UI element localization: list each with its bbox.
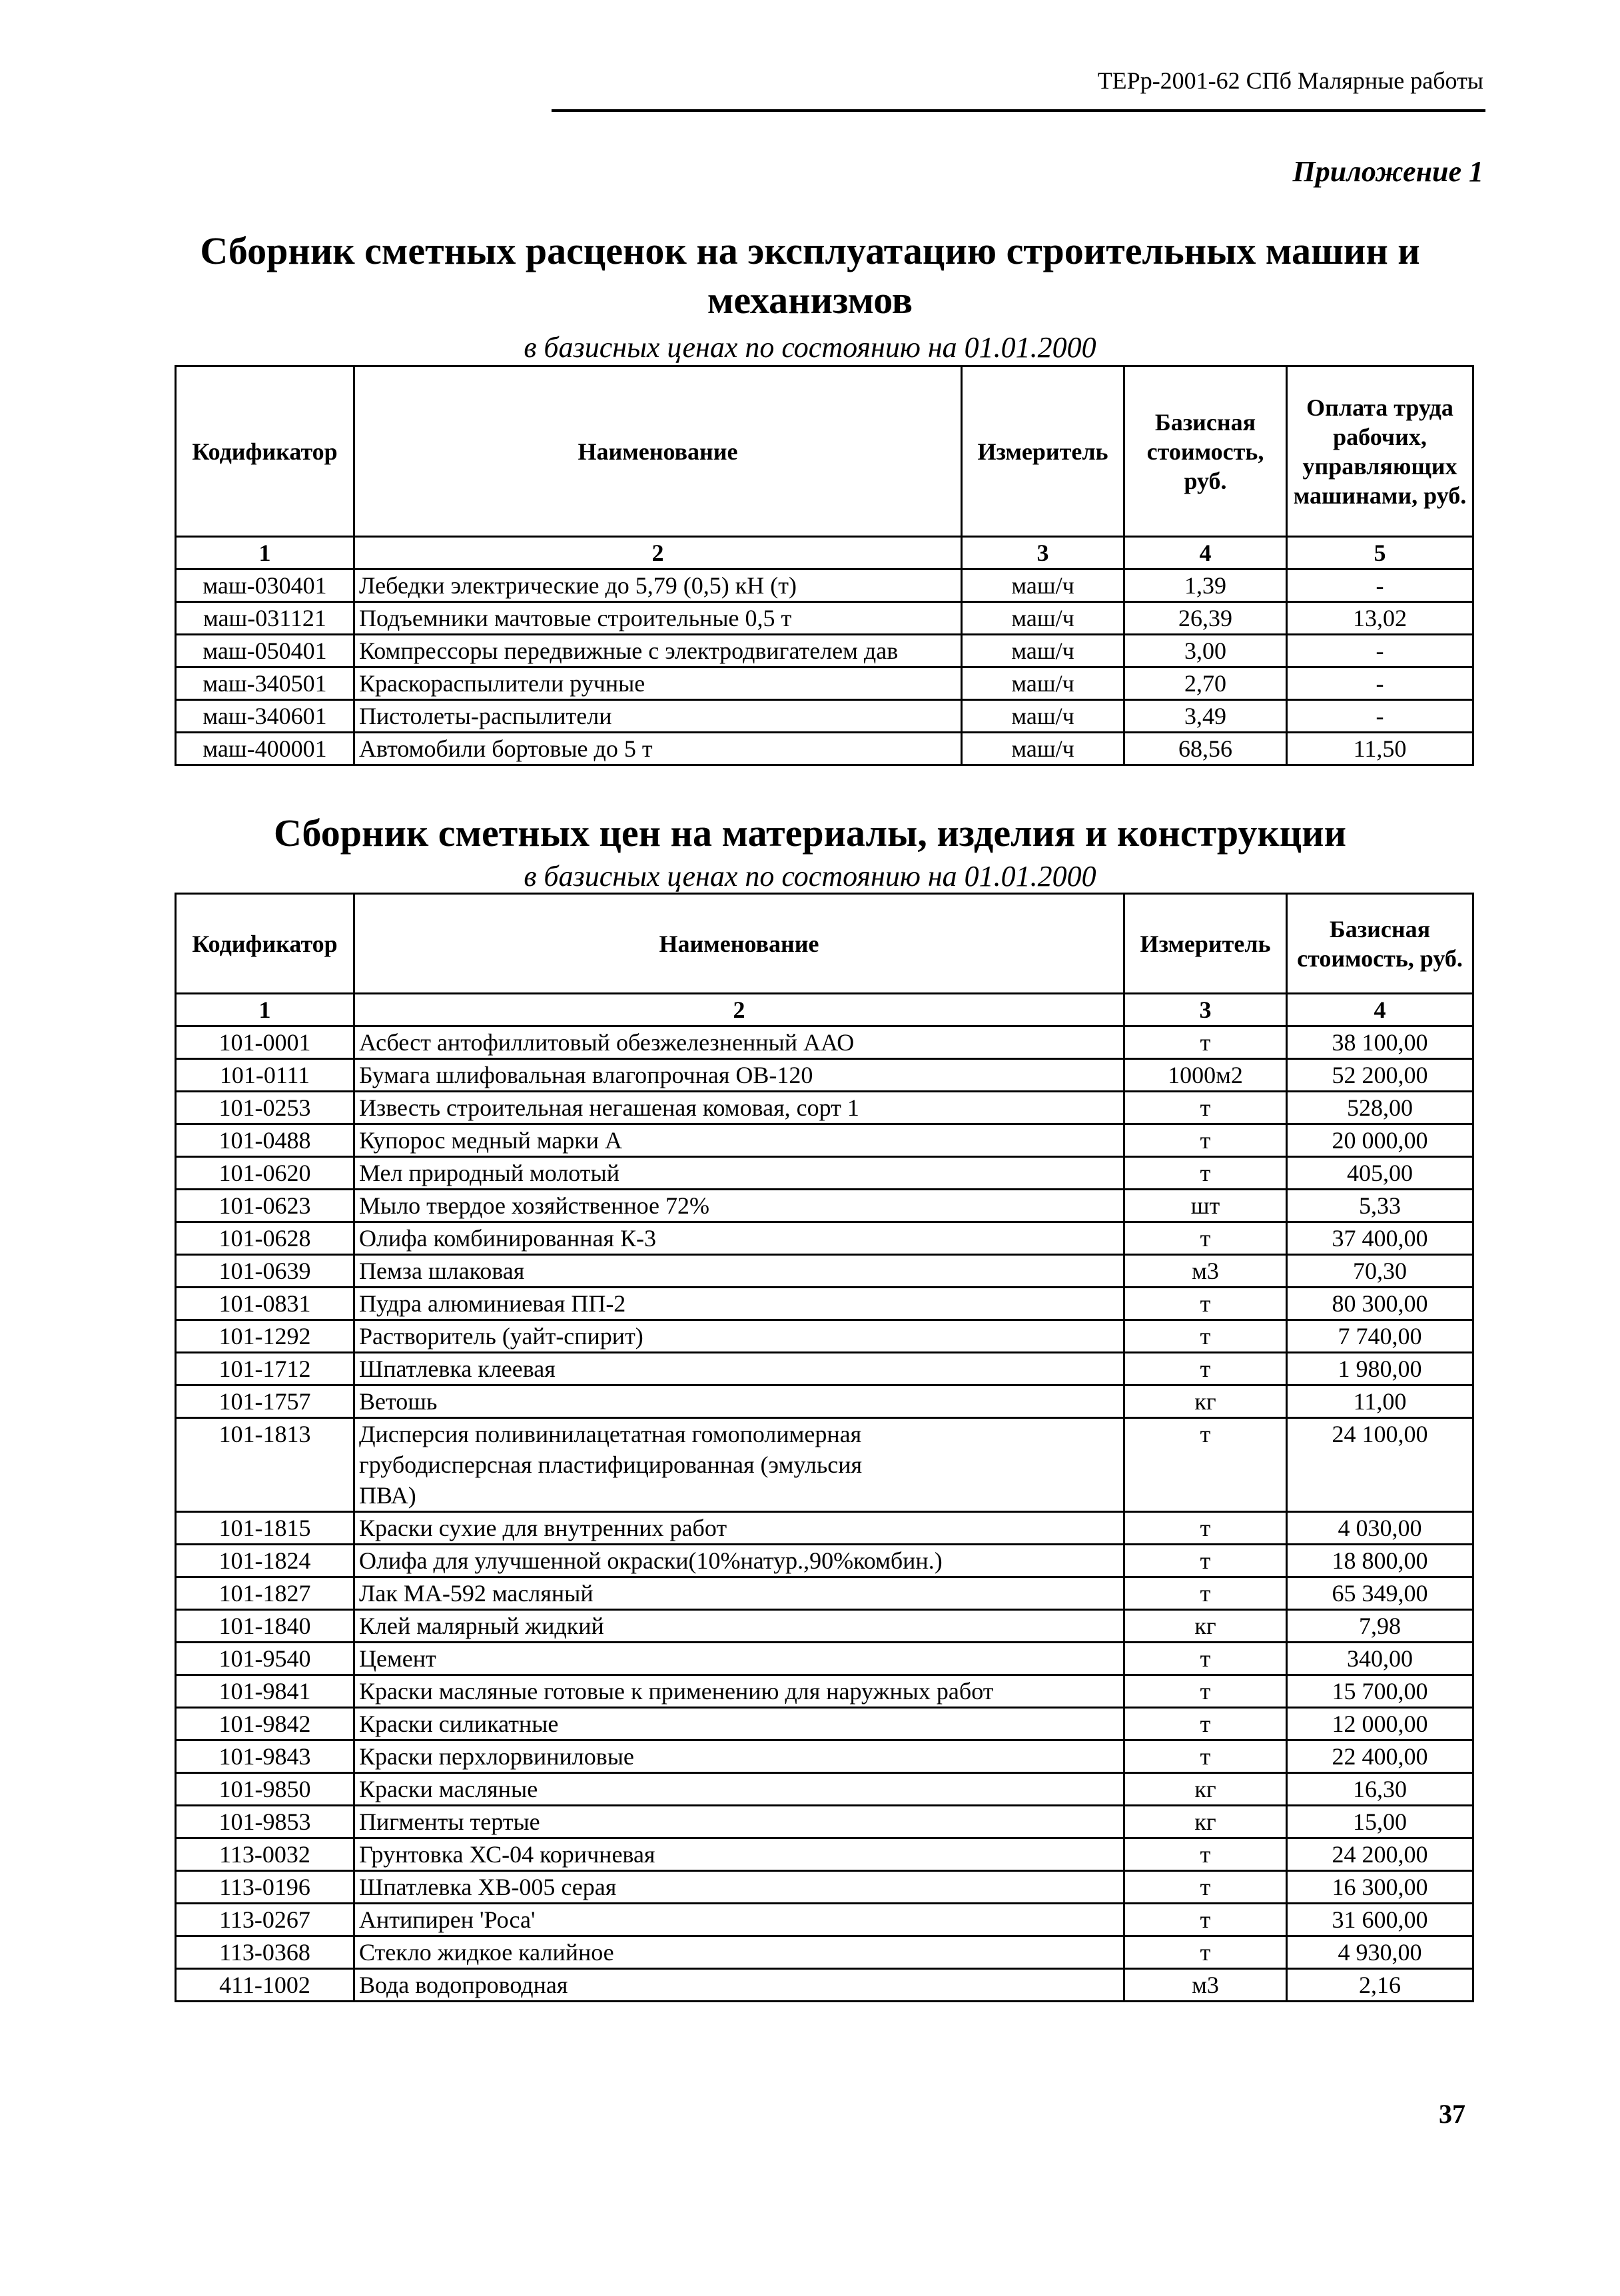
cell-name: Пудра алюминиевая ПП-2: [354, 1288, 1124, 1320]
cell-name: Грунтовка ХС-04 коричневая: [354, 1838, 1124, 1871]
column-number: 3: [962, 537, 1124, 570]
table-row: [176, 1288, 1473, 1320]
cell-name: Вода водопроводная: [354, 1969, 1124, 2002]
table-row: [176, 1871, 1473, 1904]
cell-code: 113-0196: [176, 1871, 354, 1904]
cell-name: Олифа комбинированная К-3: [354, 1222, 1124, 1255]
cell-code: 101-0639: [176, 1255, 354, 1288]
cell-cost: 7,98: [1287, 1610, 1473, 1643]
cell-labor: -: [1287, 635, 1473, 667]
cell-name: Цемент: [354, 1643, 1124, 1675]
cell-cost: 24 200,00: [1287, 1838, 1473, 1871]
table-row: [176, 1806, 1473, 1838]
cell-unit: м3: [1124, 1969, 1287, 2002]
cell-unit: т: [1124, 1643, 1287, 1675]
table-row: [176, 1353, 1473, 1385]
cell-cost: 24 100,00: [1287, 1418, 1473, 1512]
appendix-label: Приложение 1: [1292, 155, 1483, 188]
column-number-row: [176, 537, 1473, 570]
cell-code: 101-9842: [176, 1708, 354, 1740]
cell-cost: 3,49: [1124, 700, 1287, 733]
table-row: [176, 700, 1473, 733]
cell-unit: т: [1124, 1871, 1287, 1904]
table-row: [176, 1222, 1473, 1255]
cell-labor: -: [1287, 570, 1473, 602]
table-row: [176, 1643, 1473, 1675]
cell-code: 101-1824: [176, 1545, 354, 1577]
cell-name: Автомобили бортовые до 5 т: [354, 733, 962, 765]
cell-name: Пистолеты-распылители: [354, 700, 962, 733]
cell-code: 101-1712: [176, 1353, 354, 1385]
header-cost: Базисная стоимость, руб.: [1287, 894, 1473, 994]
cell-code: 113-0032: [176, 1838, 354, 1871]
header-unit: Измеритель: [962, 366, 1124, 537]
cell-name: Шпатлевка клеевая: [354, 1353, 1124, 1385]
cell-code: 101-0488: [176, 1124, 354, 1157]
column-number: 2: [354, 537, 962, 570]
cell-cost: 7 740,00: [1287, 1320, 1473, 1353]
cell-unit: т: [1124, 1512, 1287, 1545]
cell-code: 101-0831: [176, 1288, 354, 1320]
cell-unit: т: [1124, 1320, 1287, 1353]
table-row: [176, 1708, 1473, 1740]
cell-unit: маш/ч: [962, 570, 1124, 602]
table-row: [176, 570, 1473, 602]
table-row: [176, 1512, 1473, 1545]
header-code: Кодификатор: [176, 366, 354, 537]
section1-subtitle: в базисных ценах по состоянию на 01.01.2000: [524, 331, 1096, 364]
cell-cost: 15 700,00: [1287, 1675, 1473, 1708]
cell-code: 101-1840: [176, 1610, 354, 1643]
cell-cost: 16,30: [1287, 1773, 1473, 1806]
table-row: [176, 1092, 1473, 1124]
cell-name: Шпатлевка ХВ-005 серая: [354, 1871, 1124, 1904]
cell-unit: т: [1124, 1904, 1287, 1936]
cell-name: Лебедки электрические до 5,79 (0,5) кН (т): [354, 570, 962, 602]
table-row: [176, 1124, 1473, 1157]
cell-cost: 528,00: [1287, 1092, 1473, 1124]
table-row: [176, 635, 1473, 667]
table-row: [176, 733, 1473, 765]
cell-cost: 4 030,00: [1287, 1512, 1473, 1545]
column-number: 4: [1124, 537, 1287, 570]
cell-cost: 11,00: [1287, 1385, 1473, 1418]
cell-name: Олифа для улучшенной окраски(10%натур.,90%комбин.): [354, 1545, 1124, 1577]
cell-code: 101-0001: [176, 1026, 354, 1059]
cell-name: Растворитель (уайт-спирит): [354, 1320, 1124, 1353]
cell-cost: 80 300,00: [1287, 1288, 1473, 1320]
header-labor: Оплата труда рабочих, управляющих машинами, руб.: [1287, 366, 1473, 537]
cell-unit: т: [1124, 1092, 1287, 1124]
cell-labor: -: [1287, 667, 1473, 700]
cell-code: 101-1815: [176, 1512, 354, 1545]
header-name: Наименование: [354, 894, 1124, 994]
column-number: 2: [354, 994, 1124, 1026]
table-row: [176, 1610, 1473, 1643]
cell-name: Дисперсия поливинилацетатная гомополимерная грубодисперсная пластифицированная (эмульсия ПВА): [354, 1418, 1124, 1512]
cell-name: Краски масляные: [354, 1773, 1124, 1806]
cell-name: Бумага шлифовальная влагопрочная ОВ-120: [354, 1059, 1124, 1092]
cell-code: 101-9843: [176, 1740, 354, 1773]
cell-unit: т: [1124, 1740, 1287, 1773]
cell-name: Известь строительная негашеная комовая, сорт 1: [354, 1092, 1124, 1124]
cell-code: 101-0620: [176, 1157, 354, 1190]
table-row: [176, 1320, 1473, 1353]
cell-code: маш-400001: [176, 733, 354, 765]
cell-cost: 15,00: [1287, 1806, 1473, 1838]
cell-unit: кг: [1124, 1773, 1287, 1806]
cell-name: Подъемники мачтовые строительные 0,5 т: [354, 602, 962, 635]
cell-cost: 20 000,00: [1287, 1124, 1473, 1157]
header-cost: Базисная стоимость, руб.: [1124, 366, 1287, 537]
column-number: 4: [1287, 994, 1473, 1026]
cell-unit: т: [1124, 1418, 1287, 1512]
cell-unit: т: [1124, 1026, 1287, 1059]
table-row: [176, 1026, 1473, 1059]
section2-title: Сборник сметных цен на материалы, изделия и конструкции: [273, 811, 1347, 855]
section2-subtitle: в базисных ценах по состоянию на 01.01.2000: [524, 860, 1096, 893]
table-row: [176, 1740, 1473, 1773]
cell-name: Краски перхлорвиниловые: [354, 1740, 1124, 1773]
cell-code: маш-340601: [176, 700, 354, 733]
cell-unit: шт: [1124, 1190, 1287, 1222]
cell-unit: т: [1124, 1577, 1287, 1610]
cell-cost: 3,00: [1124, 635, 1287, 667]
table-row: [176, 1675, 1473, 1708]
table-row: [176, 1545, 1473, 1577]
cell-unit: т: [1124, 1675, 1287, 1708]
cell-name: Мыло твердое хозяйственное 72%: [354, 1190, 1124, 1222]
cell-name: Антипирен 'Роса': [354, 1904, 1124, 1936]
cell-name: Мел природный молотый: [354, 1157, 1124, 1190]
header-code: Кодификатор: [176, 894, 354, 994]
cell-code: 113-0368: [176, 1936, 354, 1969]
cell-code: 101-9841: [176, 1675, 354, 1708]
table-row: [176, 1904, 1473, 1936]
cell-unit: кг: [1124, 1385, 1287, 1418]
cell-cost: 340,00: [1287, 1643, 1473, 1675]
cell-unit: т: [1124, 1936, 1287, 1969]
cell-unit: маш/ч: [962, 635, 1124, 667]
table-row: [176, 602, 1473, 635]
header-unit: Измеритель: [1124, 894, 1287, 994]
cell-cost: 68,56: [1124, 733, 1287, 765]
table-row: [176, 1190, 1473, 1222]
cell-labor: 13,02: [1287, 602, 1473, 635]
cell-code: 101-9540: [176, 1643, 354, 1675]
cell-cost: 37 400,00: [1287, 1222, 1473, 1255]
cell-name: Ветошь: [354, 1385, 1124, 1418]
cell-unit: маш/ч: [962, 733, 1124, 765]
cell-name: Краски силикатные: [354, 1708, 1124, 1740]
cell-cost: 12 000,00: [1287, 1708, 1473, 1740]
cell-code: маш-050401: [176, 635, 354, 667]
cell-cost: 2,16: [1287, 1969, 1473, 2002]
cell-cost: 22 400,00: [1287, 1740, 1473, 1773]
table-row: [176, 667, 1473, 700]
column-number: 3: [1124, 994, 1287, 1026]
cell-code: 101-0628: [176, 1222, 354, 1255]
cell-cost: 16 300,00: [1287, 1871, 1473, 1904]
cell-cost: 4 930,00: [1287, 1936, 1473, 1969]
cell-cost: 1 980,00: [1287, 1353, 1473, 1385]
cell-code: 101-9850: [176, 1773, 354, 1806]
cell-name: Пемза шлаковая: [354, 1255, 1124, 1288]
table-row: [176, 1385, 1473, 1418]
table-row: [176, 1773, 1473, 1806]
cell-unit: т: [1124, 1353, 1287, 1385]
cell-name: Краски масляные готовые к применению для наружных работ: [354, 1675, 1124, 1708]
cell-cost: 52 200,00: [1287, 1059, 1473, 1092]
cell-cost: 405,00: [1287, 1157, 1473, 1190]
document-header-title: ТЕРр-2001-62 СПб Малярные работы: [1097, 67, 1483, 94]
cell-code: маш-340501: [176, 667, 354, 700]
cell-unit: т: [1124, 1157, 1287, 1190]
cell-labor: -: [1287, 700, 1473, 733]
cell-cost: 70,30: [1287, 1255, 1473, 1288]
cell-code: 101-0623: [176, 1190, 354, 1222]
table-row: [176, 1577, 1473, 1610]
table-row: [176, 1255, 1473, 1288]
cell-code: маш-030401: [176, 570, 354, 602]
cell-name: Компрессоры передвижные с электродвигателем дав: [354, 635, 962, 667]
section1-title-line2: механизмов: [707, 278, 913, 322]
cell-cost: 18 800,00: [1287, 1545, 1473, 1577]
table-row: [176, 1157, 1473, 1190]
header-name: Наименование: [354, 366, 962, 537]
cell-unit: т: [1124, 1708, 1287, 1740]
cell-cost: 65 349,00: [1287, 1577, 1473, 1610]
cell-unit: маш/ч: [962, 667, 1124, 700]
cell-code: 101-0253: [176, 1092, 354, 1124]
cell-unit: т: [1124, 1124, 1287, 1157]
cell-unit: кг: [1124, 1806, 1287, 1838]
cell-code: 113-0267: [176, 1904, 354, 1936]
header-divider: [552, 109, 1485, 112]
column-number: 5: [1287, 537, 1473, 570]
table-row: [176, 1838, 1473, 1871]
cell-unit: м3: [1124, 1255, 1287, 1288]
column-number: 1: [176, 537, 354, 570]
cell-unit: т: [1124, 1545, 1287, 1577]
table-row: [176, 1969, 1473, 2002]
cell-name: Асбест антофиллитовый обезжелезненный ААО: [354, 1026, 1124, 1059]
materials-table: [175, 893, 1474, 2002]
cell-code: 101-1757: [176, 1385, 354, 1418]
cell-cost: 1,39: [1124, 570, 1287, 602]
cell-code: 101-1292: [176, 1320, 354, 1353]
cell-unit: т: [1124, 1288, 1287, 1320]
cell-code: 101-1827: [176, 1577, 354, 1610]
cell-cost: 31 600,00: [1287, 1904, 1473, 1936]
cell-unit: маш/ч: [962, 700, 1124, 733]
cell-name: Краски сухие для внутренних работ: [354, 1512, 1124, 1545]
column-number: 1: [176, 994, 354, 1026]
page-number: 37: [1439, 2099, 1465, 2129]
cell-name: Лак МА-592 масляный: [354, 1577, 1124, 1610]
machines-table: [175, 365, 1474, 766]
cell-labor: 11,50: [1287, 733, 1473, 765]
table-row: [176, 1059, 1473, 1092]
cell-cost: 38 100,00: [1287, 1026, 1473, 1059]
cell-code: 101-0111: [176, 1059, 354, 1092]
table-row: [176, 1936, 1473, 1969]
cell-code: маш-031121: [176, 602, 354, 635]
cell-unit: 1000м2: [1124, 1059, 1287, 1092]
cell-name: Клей малярный жидкий: [354, 1610, 1124, 1643]
cell-code: 101-1813: [176, 1418, 354, 1512]
cell-cost: 5,33: [1287, 1190, 1473, 1222]
cell-code: 101-9853: [176, 1806, 354, 1838]
table-row: [176, 1418, 1473, 1512]
section1-title-line1: Сборник сметных расценок на эксплуатацию строительных машин и: [200, 229, 1420, 272]
cell-unit: кг: [1124, 1610, 1287, 1643]
cell-cost: 2,70: [1124, 667, 1287, 700]
cell-unit: маш/ч: [962, 602, 1124, 635]
cell-name: Краскораспылители ручные: [354, 667, 962, 700]
cell-name: Купорос медный марки А: [354, 1124, 1124, 1157]
cell-unit: т: [1124, 1838, 1287, 1871]
cell-name: Пигменты тертые: [354, 1806, 1124, 1838]
cell-unit: т: [1124, 1222, 1287, 1255]
cell-code: 411-1002: [176, 1969, 354, 2002]
cell-name: Стекло жидкое калийное: [354, 1936, 1124, 1969]
cell-cost: 26,39: [1124, 602, 1287, 635]
column-number-row: [176, 994, 1473, 1026]
